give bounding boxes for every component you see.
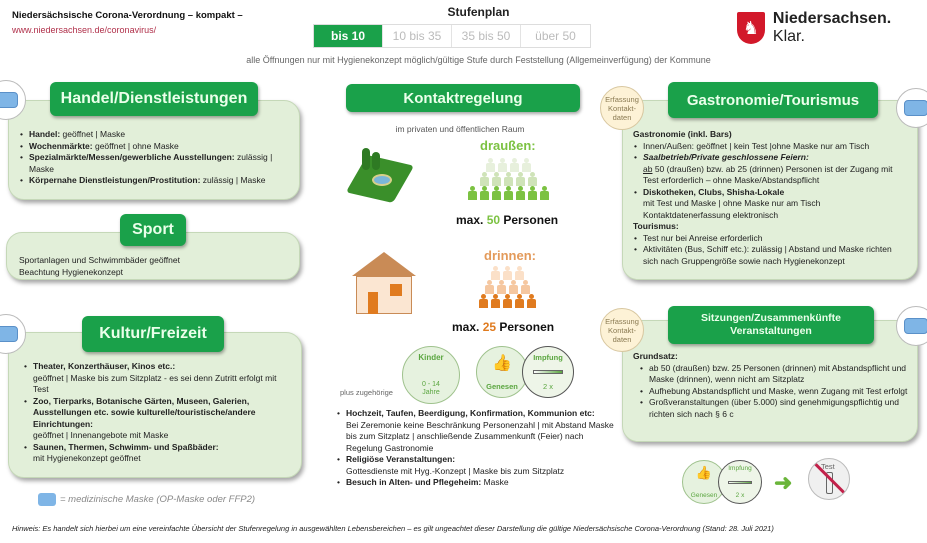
grundsatz-heading: Grundsatz: [633, 351, 678, 361]
outside-label: draußen: [480, 138, 536, 153]
gastro-box [622, 100, 918, 280]
list-item: • Zoo, Tierparks, Botanische Gärten, Museen, Galerien, Ausstellungen etc. sowie kulturelle/touristische/andere Einrichtungen: geöffnet | Innenangebote mit Maske [23, 396, 291, 442]
arrow-right-icon: ➜ [774, 470, 793, 495]
inside-people-icon [462, 266, 552, 308]
list-item: • Wochenmärkte: geöffnet | ohne Maske [19, 141, 289, 153]
document-title: Niedersächsische Corona-Verordnung – kompakt – [12, 10, 243, 21]
erfassung-kontaktdaten-icon: Erfassung Kontakt-daten [600, 86, 644, 130]
sport-title: Sport [120, 214, 186, 246]
sitzungen-title: Sitzungen/Zusammenkünfte Veranstaltungen [668, 306, 874, 344]
impfung-icon: Impfung 2 x [718, 460, 762, 504]
park-icon [348, 148, 424, 204]
genesen-icon: 👍 Genesen [476, 346, 528, 398]
footer-note: Hinweis: Es handelt sich hierbei um eine vereinfachte Übersicht der Stufenregelung in ausgewählten Lebensbereichen – es gilt ungeachtet dieser Darstellung die gültige Niedersächsische Corona-Verordnung (Stand: 28. Juli 2021) [12, 524, 774, 533]
handel-title: Handel/Dienstleistungen [50, 82, 258, 116]
stufe-ueber-50[interactable]: über 50 [535, 29, 576, 43]
list-item: • Großveranstaltungen (über 5.000) sind genehmigungspflichtig und richten sich nach § 6 c [639, 397, 909, 420]
niedersachsen-logo [737, 10, 927, 46]
list-item: • Theater, Konzerthäuser, Kinos etc.: geöffnet | Maske bis zum Sitzplatz - es sei denn Zutritt erfolgt mit Test [23, 361, 291, 396]
list-item: • Handel: geöffnet | Maske [19, 129, 289, 141]
list-item: • Hochzeit, Taufen, Beerdigung, Konfirmation, Kommunion etc: Bei Zeremonie keine Beschränkung Personenzahl | mit Abstand Maske bis zum Sitzplatz | anschließende Zusammenkunft (Feier) nach Regelung Gastronomie [336, 408, 616, 454]
logo-text: Niedersachsen. Klar. [772, 10, 892, 45]
list-item: • Aufhebung Abstandspflicht und Maske, wenn Zugang mit Test erfolgt [639, 386, 909, 398]
stufe-35-bis-50[interactable]: 35 bis 50 [452, 25, 521, 47]
stufen-subline: alle Öffnungen nur mit Hygienekonzept möglich/gültige Stufe durch Feststellung (Allgemeinverfügung) der Kommune [246, 55, 711, 65]
list-item: • Religiöse Veranstaltungen: Gottesdienste mit Hyg.-Konzept | Maske bis zum Sitzplatz [336, 454, 616, 477]
list-item: • Besuch in Alten- und Pflegeheim: Maske [336, 477, 616, 489]
stufe-bis-10[interactable]: bis 10 [314, 25, 383, 47]
list-item: • Saalbetrieb/Private geschlossene Feiern: ab 50 (draußen) bzw. ab 25 (drinnen) Personen ist der Zugang mit Test erforderlich – ohne Maske/Abstandspflicht [633, 152, 909, 187]
handel-list [19, 129, 289, 187]
tourismus-heading: Tourismus: [633, 221, 679, 231]
mask-icon [38, 493, 56, 506]
kultur-list [23, 361, 291, 465]
mask-legend: = medizinische Maske (OP-Maske oder FFP2) [38, 493, 255, 506]
gastro-title: Gastronomie/Tourismus [668, 82, 878, 118]
kontakt-title: Kontaktregelung [346, 84, 580, 112]
kultur-title: Kultur/Freizeit [82, 316, 224, 352]
outside-people-icon [458, 158, 558, 200]
stufenplan-title: Stufenplan [447, 5, 510, 19]
no-test-icon: Test [808, 458, 850, 500]
inside-label: drinnen: [484, 248, 536, 263]
impfung-icon: Impfung 2 x [522, 346, 574, 398]
stufe-10-bis-35[interactable]: 10 bis 35 [383, 25, 452, 47]
inside-max: max. 25 Personen [452, 320, 555, 334]
genesen-icon: 👍 Genesen [682, 460, 726, 504]
plus-zugehoerige: plus zugehörige [340, 388, 393, 397]
house-icon [346, 252, 422, 316]
stufen-selector [313, 24, 591, 48]
kinder-icon: Kinder 0 - 14 Jahre [402, 346, 460, 404]
list-item: • Körpernahe Dienstleistungen/Prostitution: zulässig | Maske [19, 175, 289, 187]
sport-line-1: Sportanlagen und Schwimmbäder geöffnet [19, 255, 180, 265]
horse-shield-icon: ♞ [737, 12, 765, 44]
kontakt-subtitle: im privaten und öffentlichen Raum [395, 124, 525, 134]
list-item: • Aktivitäten (Bus, Schiff etc.): zulässig | Abstand und Maske richten sich nach Gruppengröße sowie nach Hygienekonzept [633, 244, 909, 267]
list-item: • Diskotheken, Clubs, Shisha-Lokale mit Test und Maske | ohne Maske nur am Tisch Kontaktdatenerfassung elektronisch [633, 187, 909, 222]
sport-line-2: Beachtung Hygienekonzept [19, 266, 123, 277]
list-item: • Test nur bei Anreise erforderlich [633, 233, 909, 245]
list-item: • Saunen, Thermen, Schwimm- und Spaßbäder: mit Hygienekonzept geöffnet [23, 442, 291, 465]
kontakt-list [336, 408, 616, 489]
outside-max: max. 50 Personen [456, 213, 559, 227]
list-item: • Spezialmärkte/Messen/gewerbliche Ausstellungen: zulässig | Maske [19, 152, 289, 175]
website-link[interactable]: www.niedersachsen.de/coronavirus/ [12, 25, 157, 35]
erfassung-kontaktdaten-icon: Erfassung Kontakt-daten [600, 308, 644, 352]
kultur-box [8, 332, 302, 478]
list-item: • Innen/Außen: geöffnet | kein Test |ohne Maske nur am Tisch [633, 141, 909, 153]
list-item: • ab 50 (draußen) bzw. 25 Personen (drinnen) mit Abstandspflicht und Maske (drinnen), wenn nicht am Sitzplatz [639, 363, 909, 386]
gastro-heading: Gastronomie (inkl. Bars) [633, 129, 732, 139]
